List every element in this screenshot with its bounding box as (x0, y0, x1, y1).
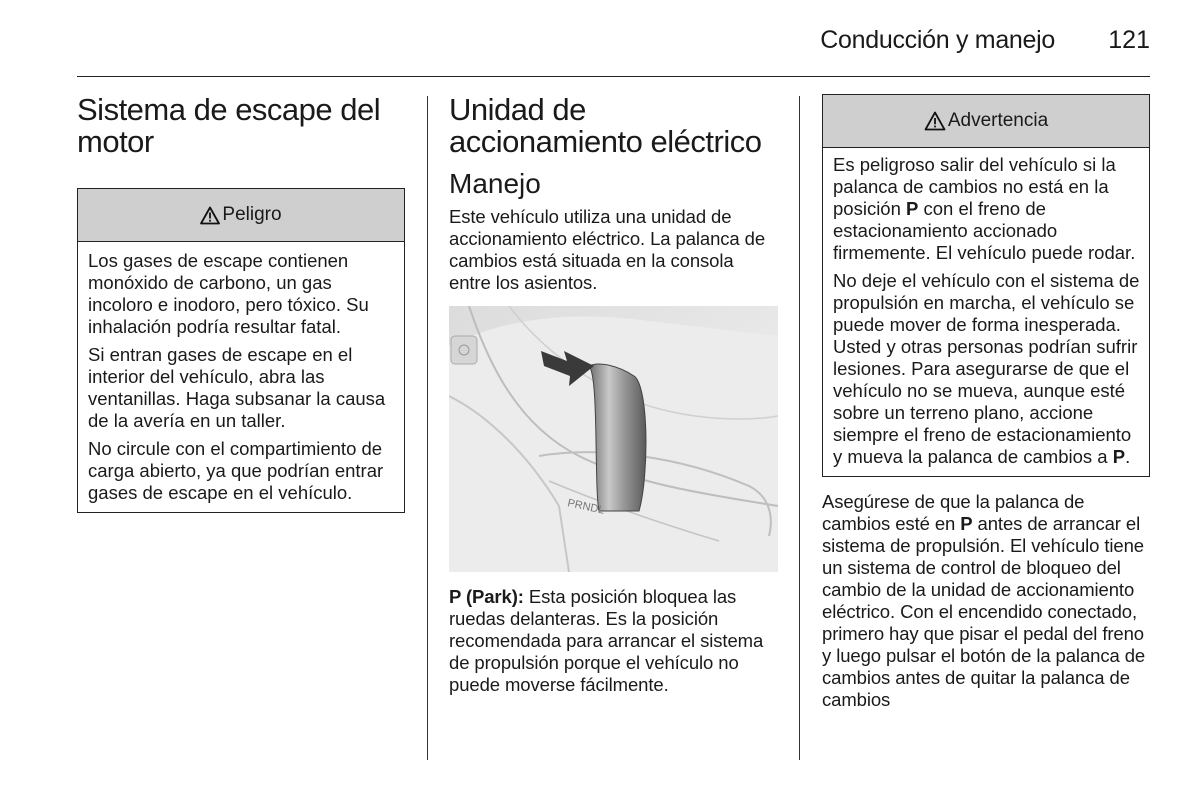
column-warning (822, 94, 1150, 711)
warning-triangle-icon (924, 111, 946, 131)
warning-paragraph: No deje el vehículo con el sistema de propulsión en marcha, el vehículo se puede mover de forma inesperada. Usted y otras personas podrían sufrir lesiones. Para asegurarse de que el vehículo no se mueva, aunque esté sobre un terreno plano, accione siempre el freno de estacionamiento y mueva la palanca de cambios a P. (833, 270, 1140, 467)
intro-paragraph: Este vehículo utiliza una unidad de accionamiento eléctrico. La palanca de cambios está situada en la consola entre los asientos. (449, 206, 766, 293)
danger-box-header (78, 189, 404, 242)
park-label: P (Park): (449, 586, 524, 607)
warning-triangle-icon (200, 206, 220, 225)
danger-paragraph: Si entran gases de escape en el interior del vehículo, abra las ventanillas. Haga subsanar la causa de la avería en un taller. (88, 344, 386, 431)
page-number: 121 (1108, 26, 1150, 54)
park-text: Esta posición bloquea las ruedas delanteras. Es la posición recomendada para arrancar el sistema de propulsión porque el vehículo no puede moverse fácilmente. (449, 586, 764, 695)
subsection-title: Manejo (449, 168, 541, 199)
warning-label: Advertencia (947, 110, 1049, 131)
page-header (77, 24, 1150, 77)
svg-text:PRNDL: PRNDL (566, 497, 606, 517)
warning-paragraph: Es peligroso salir del vehículo si la palanca de cambios no está en la posición P con el freno de estacionamiento accionado firmemente. El vehículo puede rodar. (833, 154, 1136, 263)
column-exhaust (77, 94, 405, 513)
section-title: Sistema de escape del motor (77, 92, 381, 159)
danger-label: Peligro (222, 204, 282, 225)
danger-box (77, 188, 405, 513)
danger-box-body (78, 242, 404, 512)
danger-paragraph: No circule con el compartimiento de carga abierto, ya que podrían entrar gases de escape en el vehículo. (88, 438, 384, 503)
section-title: Unidad de accionamiento eléctrico (449, 92, 762, 159)
warning-box (822, 94, 1150, 477)
column-divider (799, 96, 800, 760)
column-electric-drive (449, 94, 779, 696)
column-divider (427, 96, 428, 760)
warning-box-header (823, 95, 1149, 148)
section-name: Conducción y manejo (820, 26, 1055, 54)
body-paragraph: Asegúrese de que la palanca de cambios esté en P antes de arrancar el sistema de propulsión. El vehículo tiene un sistema de control de bloqueo del cambio de la unidad de accionamiento eléctrico. Con el encendido conectado, primero hay que pisar el pedal del freno y luego pulsar el botón de la palanca de cambios antes de quitar la palanca de cambios (822, 491, 1146, 710)
park-paragraph (449, 586, 779, 696)
warning-box-body (823, 148, 1149, 476)
gear-shift-lever-illustration (449, 306, 778, 572)
danger-paragraph: Los gases de escape contienen monóxido de carbono, un gas incoloro e inodoro, pero tóxico. Su inhalación podría resultar fatal. (88, 250, 369, 337)
